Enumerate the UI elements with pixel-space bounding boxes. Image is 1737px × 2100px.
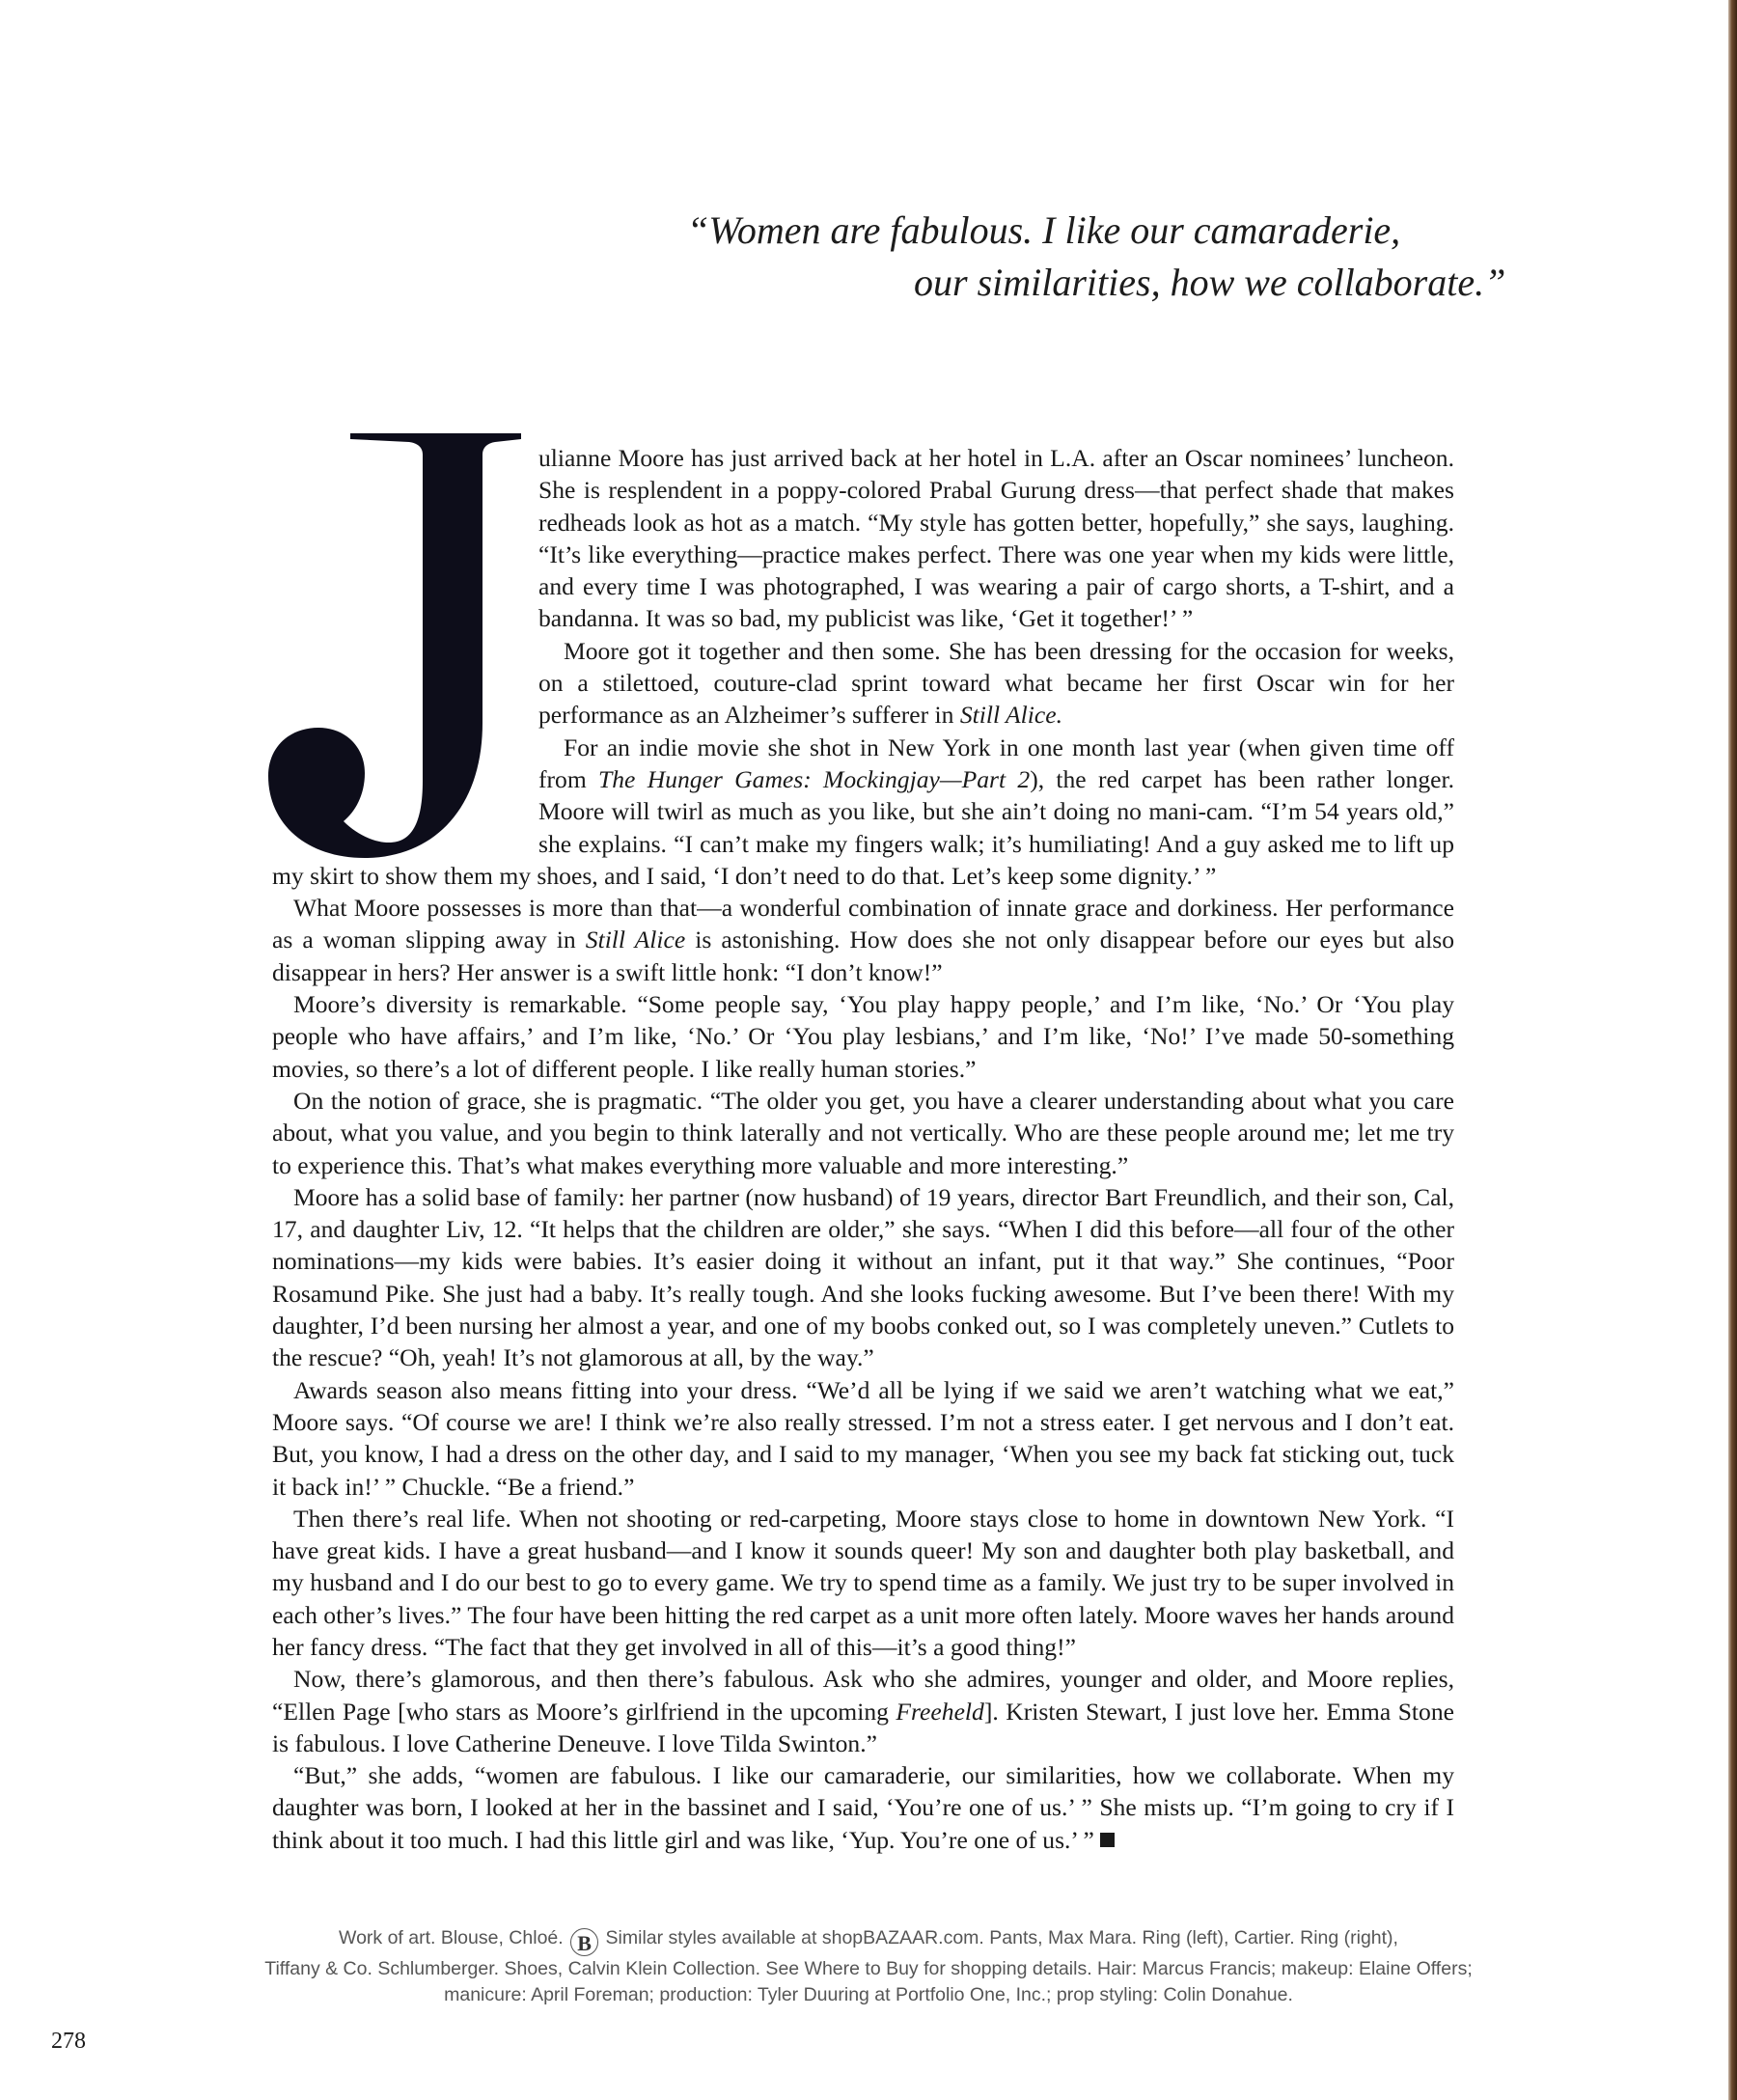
text-run: Then there’s real life. When not shooting or red-carpeting, Moore stays close to home in downtown New York. “I have great kids. I have a great husband—and I know it sounds queer! My son and daughter both play basketball, and my husband and I do our best to go to every game. We try to spend time as a family. We just try to be super involved in each other’s lives.” The four have been hitting the red carpet as a unit more often lately. Moore waves her hands around her fancy dress. “The fact that they get involved in all of this—it’s a good thing!”: [272, 1504, 1454, 1661]
article-paragraph: [272, 988, 1454, 1085]
italic-title: Freeheld: [896, 1697, 984, 1726]
credits-line-1-after: Similar styles available at shopBAZAAR.com. Pants, Max Mara. Ring (left), Cartier. Ring (right),: [605, 1927, 1398, 1948]
credits-line-1: [145, 1925, 1592, 1956]
text-run: On the notion of grace, she is pragmatic. “The older you get, you have a clearer understanding about what you care about, what you value, and you begin to think laterally and not vertically. Who are these people around me; let me try to experience this. That’s what makes everything more valuable and more interesting.”: [272, 1086, 1454, 1179]
bazaar-b-circle-icon: B: [570, 1928, 598, 1956]
pull-quote: [579, 205, 1506, 309]
text-run: is astonishing. How does she not only disappear before our eyes but also disappear in hers? Her answer is a swift little honk: “I don’t know!”: [272, 926, 1454, 986]
credits-line-1-before: Work of art. Blouse, Chloé.: [339, 1927, 564, 1948]
italic-title: Still Alice.: [959, 701, 1062, 730]
text-run: Moore got it together and then some. She has been dressing for the occasion for weeks, on a stilettoed, couture-clad sprint toward what became her first Oscar win for her performance as an Alzheimer’s sufferer in: [538, 636, 1454, 730]
text-run: Awards season also means fitting into your dress. “We’d all be lying if we said we aren’t watching what we eat,” Moore says. “Of course we are! I think we’re also really stressed. I’m not a stress eater. I get nervous and I don’t eat. But, you know, I had a dress on the other day, and I said to my manager, ‘When you see my back fat sticking out, tuck it back in!’ ” Chuckle. “Be a friend.”: [272, 1375, 1454, 1501]
drop-cap-space: [272, 440, 538, 858]
page-number: 278: [51, 2029, 86, 2054]
article-paragraph: [272, 1374, 1454, 1503]
pull-quote-line-1: “Women are fabulous. I like our camaraderie,: [687, 208, 1401, 252]
italic-title: The Hunger Games: Mockingjay—Part 2: [598, 764, 1031, 793]
article-paragraph: [272, 1181, 1454, 1374]
text-run: Moore has a solid base of family: her partner (now husband) of 19 years, director Bart Freundlich, and their son, Cal, 17, and daughter Liv, 12. “It helps that the children are older,” she says. “When I did this before—all four of the other nominations—my kids were babies. It’s easier doing it without an infant, put it that way.” She continues, “Poor Rosamund Pike. She just had a baby. It’s really tough. And she looks fucking awesome. But I’ve been there! With my daughter, I’d been nursing her almost a year, and one of my boobs conked out, so I was completely uneven.” Cutlets to the rescue? “Oh, yeah! It’s not glamorous at all, by the way.”: [272, 1182, 1454, 1372]
credits-line-2: Tiffany & Co. Schlumberger. Shoes, Calvin Klein Collection. See Where to Buy for shopping details. Hair: Marcus Francis; makeup: Elaine Offers;: [264, 1958, 1473, 1979]
credits-line-3: manicure: April Foreman; production: Tyler Duuring at Portfolio One, Inc.; prop styling: Colin Donahue.: [444, 1984, 1293, 2005]
text-run: Moore’s diversity is remarkable. “Some people say, ‘You play happy people,’ and I’m like, ‘No.’ Or ‘You play people who have affairs,’ and I’m like, ‘No.’ Or ‘You play lesbians,’ and I’m like, ‘No!’ I’ve made 50-something movies, so there’s a lot of different people. I like really human stories.”: [272, 990, 1454, 1083]
text-run: Now, there’s glamorous, and then there’s fabulous. Ask who she admires, younger and older, and Moore replies, “Ellen Page [who stars as Moore’s girlfriend in the upcoming: [272, 1665, 1454, 1726]
photo-credits: [145, 1925, 1592, 2008]
page-spine-edge: [1728, 0, 1737, 2100]
text-run: For an indie movie she shot in New York in one month last year (when given time off from: [538, 732, 1454, 793]
text-run: ), the red carpet has been rather longer. Moore will twirl as much as you like, but she ain’t doing no mani-cam. “I’m 54 years old,” she explains. “I can’t make my fingers walk; it’s humiliating! And a guy asked me to lift up my skirt to show them my shoes, and I said, ‘I don’t need to do that. Let’s keep some dignity.’ ”: [272, 764, 1454, 890]
text-run: What Moore possesses is more than that—a wonderful combination of innate grace and dorkiness. Her performance as a woman slipping away in: [272, 894, 1454, 954]
text-run: “But,” she adds, “women are fabulous. I like our camaraderie, our similarities, how we collaborate. When my daughter was born, I looked at her in the bassinet and I said, ‘You’re one of us.’ ” She mists up. “I’m going to cry if I think about it too much. I had this little girl and was like, ‘Yup. You’re one of us.’ ”: [272, 1761, 1454, 1854]
article-body: [272, 442, 1454, 1856]
text-run: ]. Kristen Stewart, I just love her. Emma Stone is fabulous. I love Catherine Deneuve. I love Tilda Swinton.”: [272, 1697, 1454, 1757]
end-of-article-square-icon: [1100, 1833, 1115, 1847]
pull-quote-line-2: our similarities, how we collaborate.”: [914, 261, 1506, 304]
article-paragraph: [272, 1085, 1454, 1181]
article-paragraph: [272, 1759, 1454, 1856]
article-paragraph: [272, 1663, 1454, 1759]
article-paragraph: [272, 1503, 1454, 1663]
text-run: ulianne Moore has just arrived back at her hotel in L.A. after an Oscar nominees’ luncheon. She is resplendent in a poppy-colored Prabal Gurung dress—that perfect shade that makes redheads look as hot as a match. “My style has gotten better, hopefully,” she says, laughing. “It’s like everything—practice makes perfect. There was one year when my kids were little, and every time I was photographed, I was wearing a pair of cargo shorts, a T-shirt, and a bandanna. It was so bad, my publicist was like, ‘Get it together!’ ”: [538, 444, 1454, 633]
italic-title: Still Alice: [585, 926, 686, 954]
article-paragraph: [272, 892, 1454, 988]
